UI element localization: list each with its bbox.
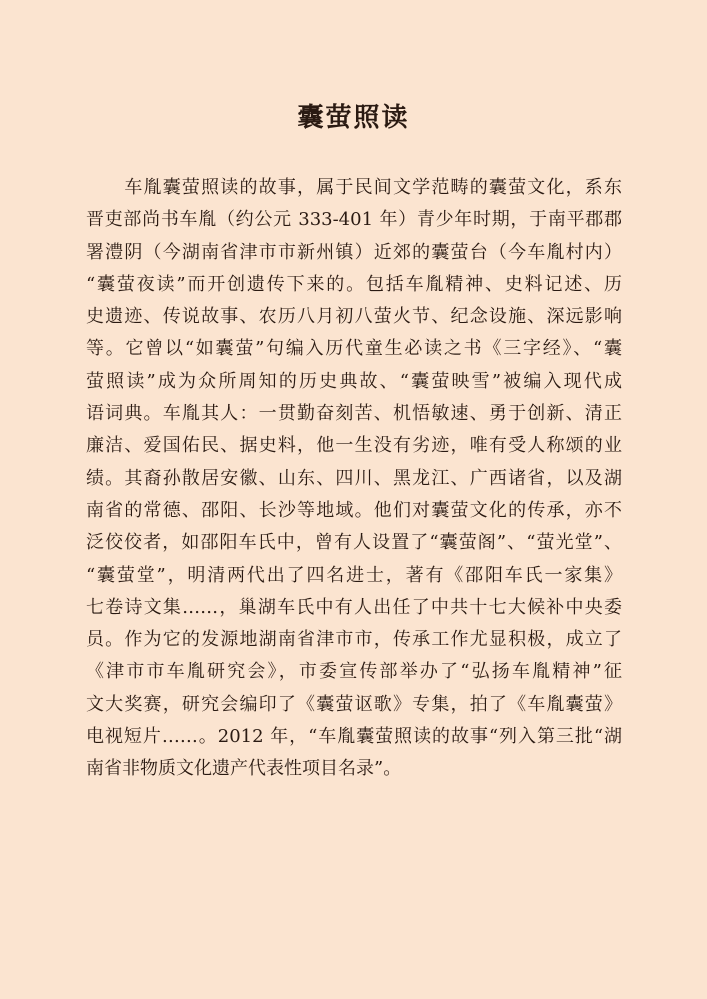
page-title: 囊萤照读: [297, 103, 410, 133]
text-line: 萤照读”成为众所周知的历史典故、“囊萤映雪”被编入现代成: [86, 370, 622, 392]
text-line: 晋吏部尚书车胤（约公元 333-401 年）青少年时期，于南平郡郡: [86, 209, 622, 231]
text-line: 泛佼佼者，如邵阳车氏中，曾有人设置了“囊萤阁”、“萤光堂”、: [86, 532, 622, 554]
text-line: 文大奖赛，研究会编印了《囊萤讴歌》专集，拍了《车胤囊萤》: [86, 693, 622, 715]
text-line: 员。作为它的发源地湖南省津市市，传承工作尤显积极，成立了: [86, 629, 622, 651]
text-line: 车胤囊萤照读的故事，属于民间文学范畴的囊萤文化，系东: [86, 177, 622, 198]
text-line: 语词典。车胤其人：一贯勤奋刻苦、机悟敏速、勇于创新、清正: [86, 403, 622, 425]
text-line: 南省非物质文化遗产代表性项目名录”。: [86, 758, 402, 780]
text-line: “囊萤堂”，明清两代出了四名进士，著有《邵阳车氏一家集》: [86, 564, 622, 586]
text-line: 署澧阴（今湖南省津市市新州镇）近郊的囊萤台（今车胤村内）: [86, 241, 622, 263]
text-line: 史遗迹、传说故事、农历八月初八萤火节、纪念设施、深远影响: [86, 306, 622, 328]
text-line: 绩。其裔孙散居安徽、山东、四川、黑龙江、广西诸省，以及湖: [86, 467, 622, 489]
body-text: [86, 172, 622, 786]
text-line: 等。它曾以“如囊萤”句编入历代童生必读之书《三字经》、“囊: [86, 338, 622, 360]
text-line: 廉洁、爱国佑民、据史料，他一生没有劣迹，唯有受人称颂的业: [86, 435, 622, 457]
text-line: 七卷诗文集……，巢湖车氏中有人出任了中共十七大候补中央委: [86, 596, 622, 618]
text-line: “囊萤夜读”而开创遗传下来的。包括车胤精神、史料记述、历: [86, 273, 622, 295]
text-line: 南省的常德、邵阳、长沙等地域。他们对囊萤文化的传承，亦不: [86, 499, 622, 521]
text-line: 《津市市车胤研究会》，市委宣传部举办了“弘扬车胤精神”征: [86, 661, 622, 683]
text-line: 电视短片……。2012 年，“车胤囊萤照读的故事“列入第三批“湖: [86, 726, 622, 748]
